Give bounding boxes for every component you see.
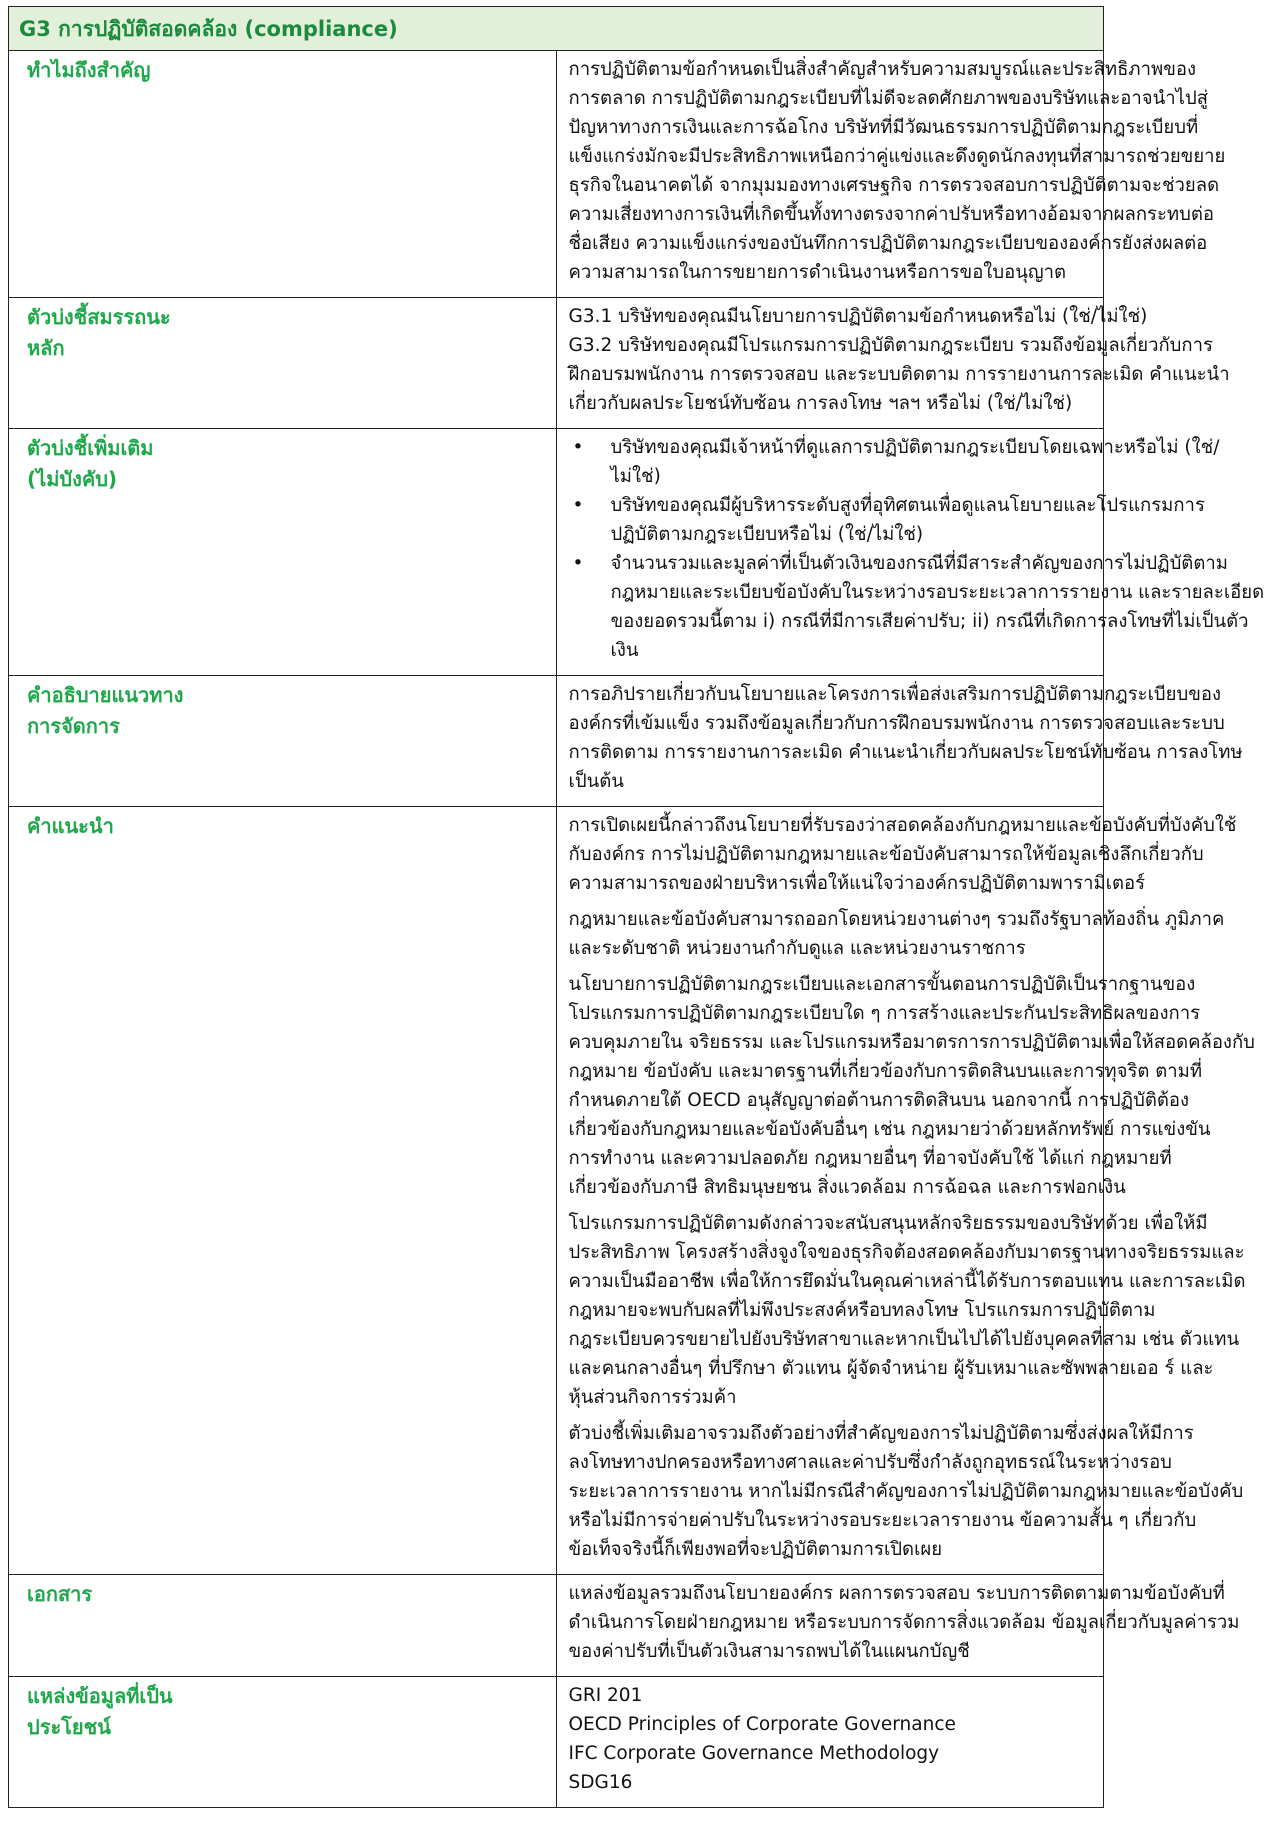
content-line: ฝึกอบรมพนักงาน การตรวจสอบ และระบบติดตาม การรายงานการละเมิด คำแนะนำ — [568, 364, 1230, 385]
table-row — [9, 298, 1104, 429]
content-line: ธุรกิจในอนาคตได้ จากมุมมองทางเศรษฐกิจ การตรวจสอบการปฏิบัติตามจะช่วยลด — [568, 175, 1220, 196]
content-line: กฎหมาย ข้อบังคับ และมาตรฐานที่เกี่ยวข้องกับการติดสินบนและการทุจริต ตามที่ — [568, 1061, 1203, 1082]
content-paragraph — [568, 302, 1230, 418]
content-line: ความเสี่ยงทางการเงินที่เกิดขึ้นทั้งทางตรงจากค่าปรับหรือทางอ้อมจากผลกระทบต่อ — [568, 204, 1214, 225]
bullet-line: จำนวนรวมและมูลค่าที่เป็นตัวเงินของกรณีที่มีสาระสำคัญของการไม่ปฏิบัติตาม — [610, 553, 1228, 574]
title-row — [9, 7, 1104, 51]
content-line: เกี่ยวกับผลประโยชน์ทับซ้อน การลงโทษ ฯลฯ หรือไม่ (ใช่/ไม่ใช่) — [568, 393, 1073, 414]
content-line: ความเป็นมืออาชีพ เพื่อให้การยึดมั่นในคุณค่าเหล่านี้ได้รับการตอบแทน และการละเมิด — [568, 1271, 1246, 1292]
content-line: เป็นต้น — [568, 771, 624, 792]
content-line: การทำงาน และความปลอดภัย กฎหมายอื่นๆ ที่อาจบังคับใช้ ได้แก่ กฎหมายที่ — [568, 1148, 1172, 1169]
row-label-line: ตัวบ่งชี้เพิ่มเติม — [27, 436, 154, 460]
content-line: ความสามารถในการขยายการดำเนินงานหรือการขอใบอนุญาต — [568, 262, 1067, 283]
content-line: ของค่าปรับที่เป็นตัวเงินสามารถพบได้ในแผนกบัญชี — [568, 1641, 970, 1662]
bullet-item — [569, 549, 1264, 665]
bullet-line: บริษัทของคุณมีเจ้าหน้าที่ดูแลการปฏิบัติตามกฎระเบียบโดยเฉพาะหรือไม่ (ใช่/ — [610, 437, 1220, 458]
table-row — [9, 807, 1104, 1575]
row-content — [556, 429, 1264, 676]
table-title: G3 การปฏิบัติสอดคล้อง (compliance) — [9, 7, 1104, 51]
content-line: หรือไม่มีการจ่ายค่าปรับในระหว่างรอบระยะเวลารายงาน ข้อความสั้น ๆ เกี่ยวกับ — [568, 1510, 1197, 1531]
row-label — [9, 298, 557, 429]
content-line: หุ้นส่วนกิจการร่วมค้า — [568, 1387, 737, 1408]
row-label-line: ประโยชน์ — [27, 1715, 111, 1739]
content-line: และคนกลางอื่นๆ ที่ปรึกษา ตัวแทน ผู้จัดจำหน่าย ผู้รับเหมาและซัพพลายเออ ร์ และ — [568, 1358, 1214, 1379]
content-line: การปฏิบัติตามข้อกำหนดเป็นสิ่งสำคัญสำหรับความสมบูรณ์และประสิทธิภาพของ — [568, 59, 1196, 80]
content-paragraph — [568, 811, 1237, 898]
bullet-line: ของยอดรวมนี้ตาม i) กรณีที่มีการเสียค่าปรับ; ii) กรณีที่เกิดการลงโทษที่ไม่เป็นตัว — [610, 611, 1249, 632]
bullet-marker: • — [572, 437, 584, 458]
content-line: การอภิปรายเกี่ยวกับนโยบายและโครงการเพื่อส่งเสริมการปฏิบัติตามกฎระเบียบของ — [568, 684, 1222, 705]
row-label-line: แหล่งข้อมูลที่เป็น — [27, 1684, 173, 1708]
content-line: G3.2 บริษัทของคุณมีโปรแกรมการปฏิบัติตามกฎระเบียบ รวมถึงข้อมูลเกี่ยวกับการ — [568, 335, 1213, 356]
content-line: โปรแกรมการปฏิบัติตามดังกล่าวจะสนับสนุนหลักจริยธรรมของบริษัทด้วย เพื่อให้มี — [568, 1213, 1208, 1234]
document-page — [8, 6, 1264, 1808]
content-paragraph — [568, 1419, 1244, 1564]
row-label-line: ทำไมถึงสำคัญ — [27, 58, 151, 82]
table-row — [9, 1677, 1104, 1808]
row-label-line: คำแนะนำ — [27, 814, 114, 838]
content-line: GRI 201 — [568, 1685, 643, 1706]
content-paragraph — [568, 1579, 1240, 1666]
row-content — [556, 1677, 1104, 1808]
row-label — [9, 429, 557, 676]
content-line: แข็งแกร่งมักจะมีประสิทธิภาพเหนือกว่าคู่แข่งและดึงดูดนักลงทุนที่สามารถช่วยขยาย — [568, 146, 1226, 167]
content-line: การติดตาม การรายงานการละเมิด คำแนะนำเกี่ยวกับผลประโยชน์ทับซ้อน การลงโทษ — [568, 742, 1243, 763]
table-row — [9, 1575, 1104, 1677]
content-line: เกี่ยวข้องกับกฎหมายและข้อบังคับอื่นๆ เช่น กฎหมายว่าด้วยหลักทรัพย์ การแข่งขัน — [568, 1119, 1211, 1140]
table-row — [9, 676, 1104, 807]
bullet-marker: • — [572, 553, 584, 574]
content-line: ลงโทษทางปกครองหรือทางศาลและค่าปรับซึ่งกำลังถูกอุทธรณ์ในระหว่างรอบ — [568, 1452, 1172, 1473]
bullet-line: กฎหมายและระเบียบข้อบังคับในระหว่างรอบระยะเวลาการรายงาน และรายละเอียด — [610, 582, 1264, 603]
content-line: กับองค์กร การไม่ปฏิบัติตามกฎหมายและข้อบังคับสามารถให้ข้อมูลเชิงลึกเกี่ยวกับ — [568, 844, 1204, 865]
row-content — [556, 807, 1255, 1575]
content-line: แหล่งข้อมูลรวมถึงนโยบายองค์กร ผลการตรวจสอบ ระบบการติดตามตามข้อบังคับที่ — [568, 1583, 1225, 1604]
table-row — [9, 429, 1104, 676]
content-line: IFC Corporate Governance Methodology — [568, 1743, 940, 1764]
row-label — [9, 807, 557, 1575]
content-line: ความสามารถของฝ่ายบริหารเพื่อให้แน่ใจว่าองค์กรปฏิบัติตามพารามิเตอร์ — [568, 873, 1146, 894]
content-line: กฎหมายและข้อบังคับสามารถออกโดยหน่วยงานต่างๆ รวมถึงรัฐบาลท้องถิ่น ภูมิภาค — [568, 909, 1225, 930]
content-paragraph — [568, 905, 1225, 963]
row-label — [9, 51, 557, 298]
row-label-line: หลัก — [27, 336, 65, 360]
row-label — [9, 1677, 557, 1808]
bullet-list — [569, 433, 1264, 665]
content-line: โปรแกรมการปฏิบัติตามกฎระเบียบใด ๆ การสร้างและประกันประสิทธิผลของการ — [568, 1003, 1201, 1024]
bullet-marker: • — [572, 495, 584, 516]
content-paragraph — [568, 970, 1255, 1202]
row-content — [556, 51, 1226, 298]
row-content — [556, 298, 1230, 429]
content-line: ปัญหาทางการเงินและการฉ้อโกง บริษัทที่มีวัฒนธรรมการปฏิบัติตามกฎระเบียบที่ — [568, 117, 1199, 138]
content-line: องค์กรที่เข้มแข็ง รวมถึงข้อมูลเกี่ยวกับการฝึกอบรมพนักงาน การตรวจสอบและระบบ — [568, 713, 1225, 734]
content-line: เกี่ยวข้องกับภาษี สิทธิมนุษยชน สิ่งแวดล้อม การฉ้อฉล และการฟอกเงิน — [568, 1177, 1126, 1198]
content-line: SDG16 — [568, 1772, 633, 1793]
bullet-line: เงิน — [610, 640, 639, 661]
bullet-line: ปฏิบัติตามกฎระเบียบหรือไม่ (ใช่/ไม่ใช่) — [610, 524, 924, 545]
content-line: กฎระเบียบควรขยายไปยังบริษัทสาขาและหากเป็นไปได้ไปยังบุคคลที่สาม เช่น ตัวแทน — [568, 1329, 1240, 1350]
content-line: และระดับชาติ หน่วยงานกำกับดูแล และหน่วยงานราชการ — [568, 938, 1026, 959]
content-line: OECD Principles of Corporate Governance — [568, 1714, 956, 1735]
compliance-table — [8, 6, 1264, 1808]
row-label — [9, 1575, 557, 1677]
bullet-item — [569, 433, 1220, 491]
content-line: ข้อเท็จจริงนี้ก็เพียงพอที่จะปฏิบัติตามการเปิดเผย — [568, 1539, 943, 1560]
content-line: ตัวบ่งชี้เพิ่มเติมอาจรวมถึงตัวอย่างที่สำคัญของการไม่ปฏิบัติตามซึ่งส่งผลให้มีการ — [568, 1423, 1194, 1444]
content-line: กำหนดภายใต้ OECD อนุสัญญาต่อต้านการติดสินบน นอกจากนี้ การปฏิบัติต้อง — [568, 1090, 1190, 1111]
content-paragraph — [569, 1681, 1094, 1797]
row-label-line: การจัดการ — [27, 714, 120, 738]
row-label-line: ตัวบ่งชี้สมรรถนะ — [27, 305, 171, 329]
content-line: การเปิดเผยนี้กล่าวถึงนโยบายที่รับรองว่าสอดคล้องกับกฎหมายและข้อบังคับที่บังคับใช้ — [568, 815, 1237, 836]
content-paragraph — [568, 1209, 1246, 1412]
content-line: ประสิทธิภาพ โครงสร้างสิ่งจูงใจของธุรกิจต้องสอดคล้องกับมาตรฐานทางจริยธรรมและ — [568, 1242, 1245, 1263]
content-line: ระยะเวลาการรายงาน หากไม่มีกรณีสำคัญของการไม่ปฏิบัติตามกฎหมายและข้อบังคับ — [568, 1481, 1244, 1502]
content-paragraph — [568, 680, 1243, 796]
content-line: นโยบายการปฏิบัติตามกฎระเบียบและเอกสารขั้นตอนการปฏิบัติเป็นรากฐานของ — [568, 974, 1196, 995]
bullet-line: ไม่ใช่) — [610, 466, 661, 487]
content-paragraph — [568, 55, 1226, 287]
row-content — [556, 676, 1243, 807]
row-label-line: (ไม่บังคับ) — [27, 467, 118, 491]
content-line: G3.1 บริษัทของคุณมีนโยบายการปฏิบัติตามข้อกำหนดหรือไม่ (ใช่/ไม่ใช่) — [568, 306, 1148, 327]
row-label — [9, 676, 557, 807]
bullet-line: บริษัทของคุณมีผู้บริหารระดับสูงที่อุทิศตนเพื่อดูแลนโยบายและโปรแกรมการ — [610, 495, 1205, 516]
table-row — [9, 51, 1104, 298]
content-line: ชื่อเสียง ความแข็งแกร่งของบันทึกการปฏิบัติตามกฎระเบียบขององค์กรยังส่งผลต่อ — [568, 233, 1208, 254]
bullet-item — [569, 491, 1205, 549]
row-content — [556, 1575, 1240, 1677]
content-line: กฎหมายจะพบกับผลที่ไม่พึงประสงค์หรือบทลงโทษ โปรแกรมการปฏิบัติตาม — [568, 1300, 1156, 1321]
row-label-line: คำอธิบายแนวทาง — [27, 683, 184, 707]
content-line: การตลาด การปฏิบัติตามกฎระเบียบที่ไม่ดีจะลดศักยภาพของบริษัทและอาจนำไปสู่ — [568, 88, 1209, 109]
row-label-line: เอกสาร — [27, 1582, 93, 1606]
content-line: ดำเนินการโดยฝ่ายกฎหมาย หรือระบบการจัดการสิ่งแวดล้อม ข้อมูลเกี่ยวกับมูลค่ารวม — [568, 1612, 1240, 1633]
content-line: ควบคุมภายใน จริยธรรม และโปรแกรมหรือมาตรการการปฏิบัติตามเพื่อให้สอดคล้องกับ — [568, 1032, 1255, 1053]
